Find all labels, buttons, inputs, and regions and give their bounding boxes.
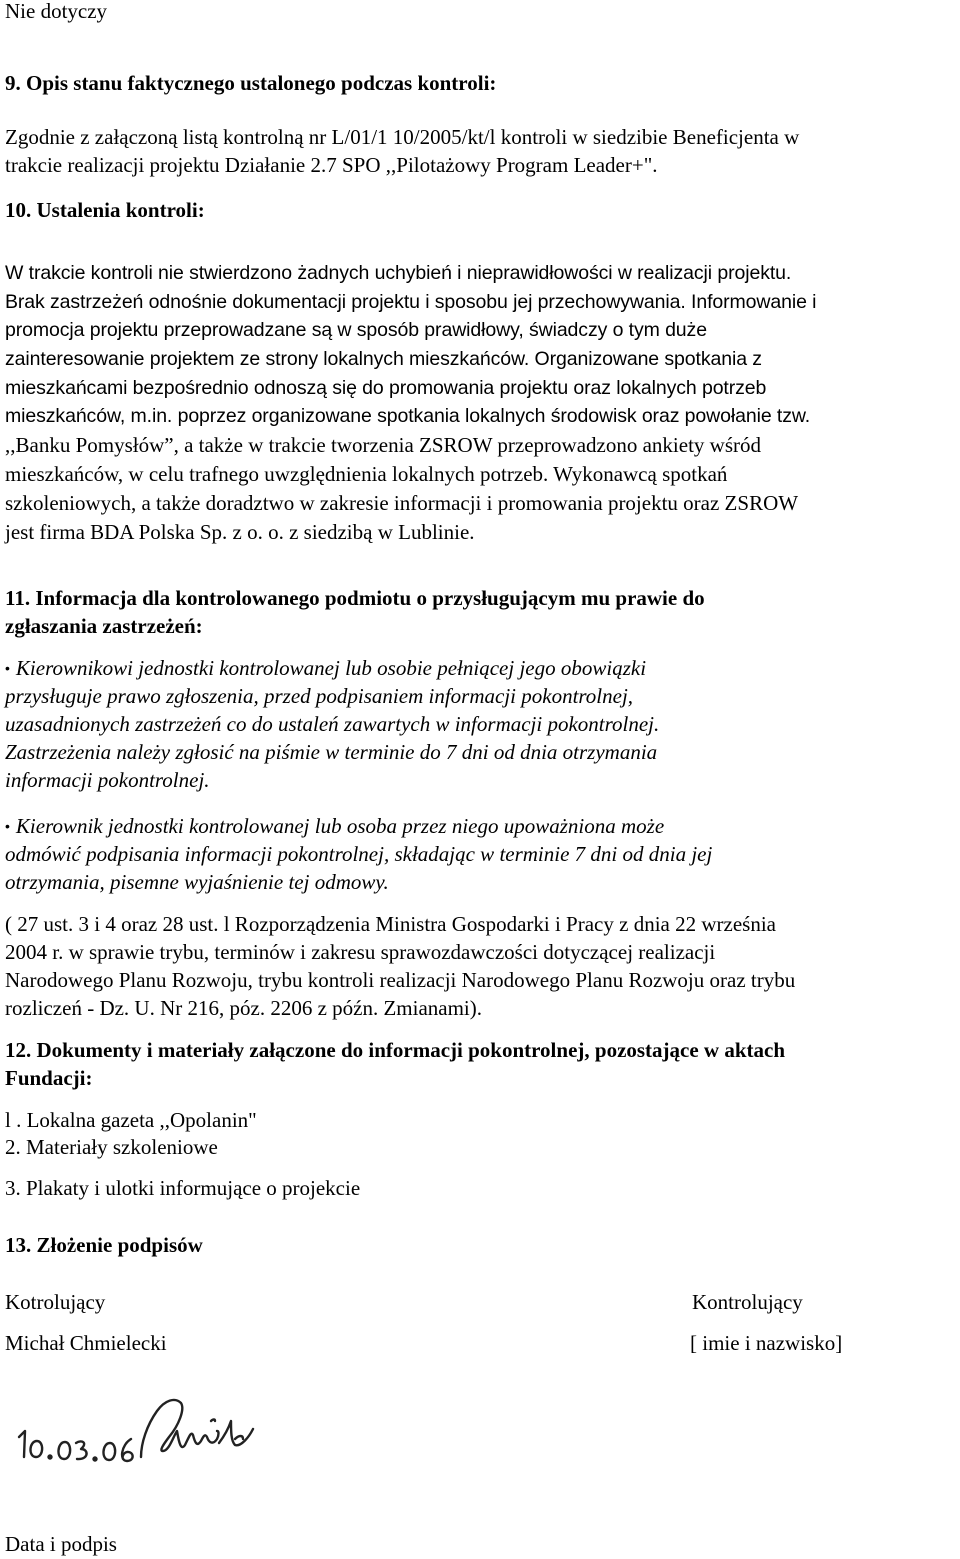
top-note: Nie dotyczy: [5, 0, 108, 23]
section-10-heading: 10. Ustalenia kontroli:: [5, 198, 205, 222]
section-10-text-line: szkoleniowych, a także doradztwo w zakresie informacji i promowania projektu oraz ZSROW: [5, 491, 799, 515]
date-and-signature-label: Data i podpis: [5, 1532, 117, 1556]
right-signer-name: [ imie i nazwisko]: [690, 1331, 843, 1355]
section-10-text-line: W trakcie kontroli nie stwierdzono żadnych uchybień i nieprawidłowości w realizacji projektu.: [5, 262, 792, 284]
bullet-icon: •: [5, 660, 10, 676]
section-10-text-line: promocja projektu przeprowadzane są w sposób prawidłowy, świadczy o tym duże: [5, 319, 707, 341]
section-10-text-line: ,,Banku Pomysłów”, a także w trakcie tworzenia ZSROW przeprowadzono ankiety wśród: [5, 433, 761, 457]
bullet-icon: •: [5, 818, 10, 834]
legal-reference-line: rozliczeń - Dz. U. Nr 216, póz. 2206 z późn. Zmianami).: [5, 996, 483, 1020]
document-list-item: l . Lokalna gazeta ,,Opolanin": [5, 1108, 257, 1132]
section-10-text-line: mieszkańcami bezpośrednio odnoszą się do promowania projektu oraz lokalnych potrzeb: [5, 377, 767, 399]
section-9-text-line: Zgodnie z załączoną listą kontrolną nr L/01/1 10/2005/kt/l kontroli w siedzibie Beneficjenta w: [5, 125, 800, 149]
section-11-bullet-line: uzasadnionych zastrzeżeń co do ustaleń zawartych w informacji pokontrolnej.: [5, 712, 660, 736]
section-11-bullet-line: przysługuje prawo zgłoszenia, przed podpisaniem informacji pokontrolnej,: [5, 684, 634, 708]
document-list-item: 2. Materiały szkoleniowe: [5, 1135, 218, 1159]
section-10-text-line: zainteresowanie projektem ze strony lokalnych mieszkańców. Organizowane spotkania z: [5, 348, 762, 370]
right-signer-role: Kontrolujący: [692, 1290, 803, 1314]
section-9-heading: 9. Opis stanu faktycznego ustalonego podczas kontroli:: [5, 71, 497, 95]
section-12-heading: 12. Dokumenty i materiały załączone do informacji pokontrolnej, pozostające w aktach: [5, 1038, 786, 1062]
legal-reference-line: 2004 r. w sprawie trybu, terminów i zakresu sprawozdawczości dotyczącej realizacji: [5, 940, 716, 964]
section-11-bullet-line: odmówić podpisania informacji pokontrolnej, składając w terminie 7 dni od dnia jej: [5, 842, 713, 866]
section-11-bullet-line: [5, 654, 945, 683]
section-11-bullet-line: [5, 812, 945, 841]
section-9-text-line: trakcie realizacji projektu Działanie 2.7 SPO ,,Pilotażowy Program Leader+".: [5, 153, 658, 177]
section-10-text-line: Brak zastrzeżeń odnośnie dokumentacji projektu i sposobu jej przechowywania. Informowanie i: [5, 291, 817, 313]
legal-reference-line: Narodowego Planu Rozwoju, trybu kontroli realizacji Narodowego Planu Rozwoju oraz trybu: [5, 968, 796, 992]
legal-reference-line: ( 27 ust. 3 i 4 oraz 28 ust. l Rozporządzenia Ministra Gospodarki i Pracy z dnia 22 września: [5, 912, 776, 936]
section-11-heading: zgłaszania zastrzeżeń:: [5, 614, 203, 638]
section-11-bullet-line: informacji pokontrolnej.: [5, 768, 210, 792]
section-10-text-line: mieszkańców, m.in. poprzez organizowane spotkania lokalnych środowisk oraz powołanie tzw.: [5, 405, 811, 427]
section-10-text-line: jest firma BDA Polska Sp. z o. o. z siedzibą w Lublinie.: [5, 520, 475, 544]
section-11-bullet-line: Zastrzeżenia należy zgłosić na piśmie w terminie do 7 dni od dnia otrzymania: [5, 740, 658, 764]
section-12-heading: Fundacji:: [5, 1066, 93, 1090]
bullet-text: Kierownikowi jednostki kontrolowanej lub osobie pełniącej jego obowiązki: [15, 656, 647, 680]
section-13-heading: 13. Złożenie podpisów: [5, 1233, 203, 1257]
left-signer-name: Michał Chmielecki: [5, 1331, 167, 1355]
left-signer-role: Kotrolujący: [5, 1290, 106, 1314]
section-11-heading: 11. Informacja dla kontrolowanego podmiotu o przysługującym mu prawie do: [5, 586, 705, 610]
document-list-item: 3. Plakaty i ulotki informujące o projekcie: [5, 1176, 361, 1200]
handwritten-signature-image: [13, 1385, 313, 1480]
section-11-bullet-line: otrzymania, pisemne wyjaśnienie tej odmowy.: [5, 870, 389, 894]
bullet-text: Kierownik jednostki kontrolowanej lub osoba przez niego upoważniona może: [15, 814, 665, 838]
section-10-text-line: mieszkańców, w celu trafnego uwzględnienia lokalnych potrzeb. Wykonawcą spotkań: [5, 462, 728, 486]
